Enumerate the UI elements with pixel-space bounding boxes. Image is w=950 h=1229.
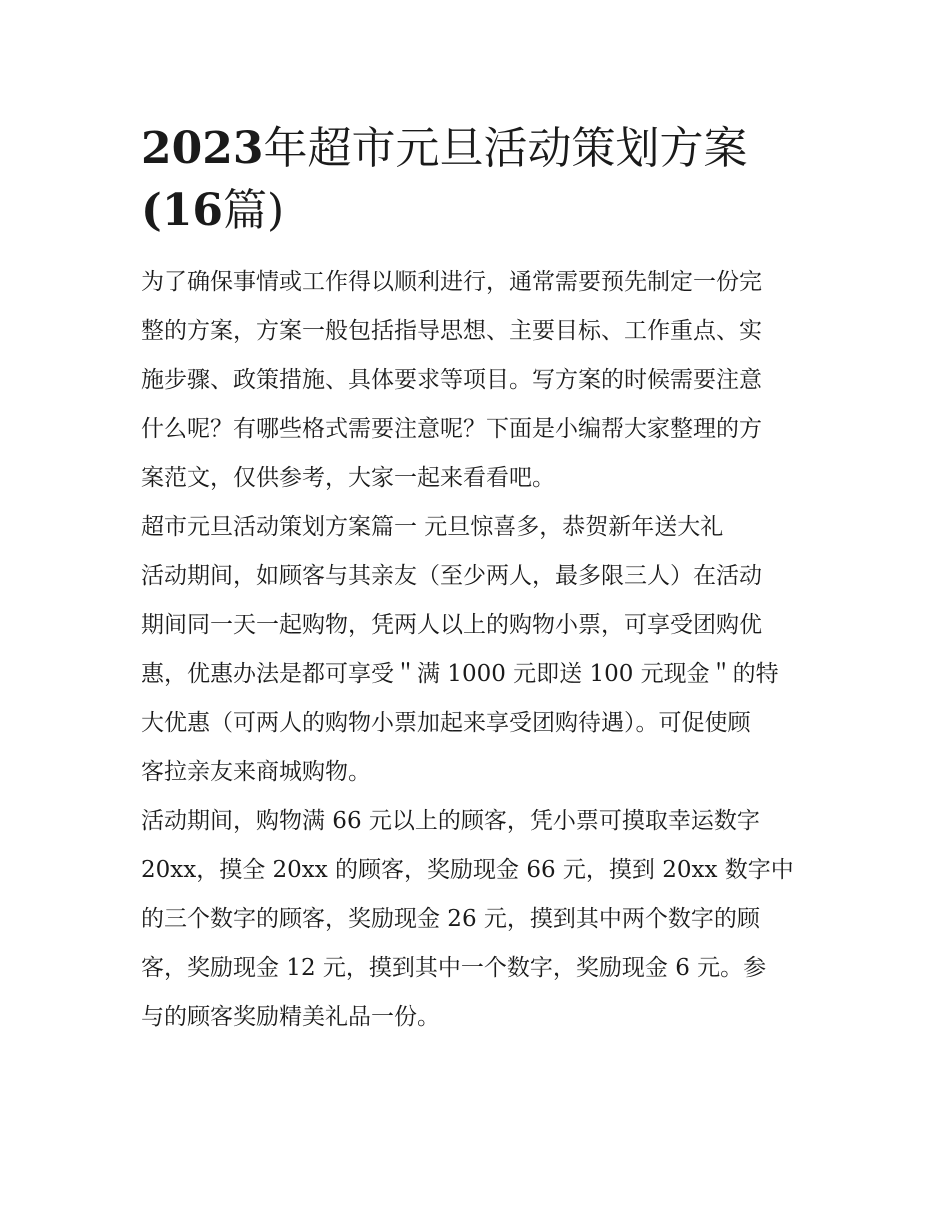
- text-line: 案范文，仅供参考，大家一起来看看吧。: [141, 465, 555, 491]
- document-body: [141, 258, 817, 1042]
- document-page: [141, 118, 817, 1042]
- lucky-number-paragraph: [141, 797, 817, 1042]
- intro-paragraph: [141, 258, 817, 503]
- title-line-1: [141, 118, 817, 180]
- text-line: 为了确保事情或工作得以顺利进行，通常需要预先制定一份完: [141, 269, 762, 295]
- text-line: 整的方案，方案一般包括指导思想、主要目标、工作重点、实: [141, 318, 762, 344]
- text-line: 客拉亲友来商城购物。: [141, 759, 371, 785]
- text-line: 20xx，摸全 20xx 的顾客，奖励现金 66 元，摸到 20xx 数字中: [141, 857, 794, 883]
- title-year: 2023: [141, 123, 264, 174]
- document-title: [141, 118, 817, 242]
- group-purchase-paragraph: [141, 552, 817, 797]
- title-line-2: [141, 180, 817, 242]
- text-line: 活动期间，如顾客与其亲友（至少两人，最多限三人）在活动: [141, 563, 762, 589]
- title-count-suffix: 篇): [223, 185, 285, 236]
- text-line: 的三个数字的顾客，奖励现金 26 元，摸到其中两个数字的顾: [141, 906, 760, 932]
- text-line: 客，奖励现金 12 元，摸到其中一个数字，奖励现金 6 元。参: [141, 955, 767, 981]
- text-line: 什么呢？有哪些格式需要注意呢？下面是小编帮大家整理的方: [141, 416, 762, 442]
- text-line: 超市元旦活动策划方案篇一 元旦惊喜多，恭贺新年送大礼: [141, 514, 724, 540]
- text-line: 与的顾客奖励精美礼品一份。: [141, 1004, 440, 1030]
- title-text: 年超市元旦活动策划方案: [263, 123, 748, 174]
- text-line: 大优惠（可两人的购物小票加起来享受团购待遇）。可促使顾: [141, 710, 751, 736]
- text-line: 施步骤、政策措施、具体要求等项目。写方案的时候需要注意: [141, 367, 762, 393]
- title-count: (16: [141, 185, 224, 236]
- text-line: 惠，优惠办法是都可享受＂满 1000 元即送 100 元现金＂的特: [141, 661, 779, 687]
- text-line: 活动期间，购物满 66 元以上的顾客，凭小票可摸取幸运数字: [141, 808, 760, 834]
- text-line: 期间同一天一起购物，凭两人以上的购物小票，可享受团购优: [141, 612, 762, 638]
- section-heading: [141, 503, 817, 552]
